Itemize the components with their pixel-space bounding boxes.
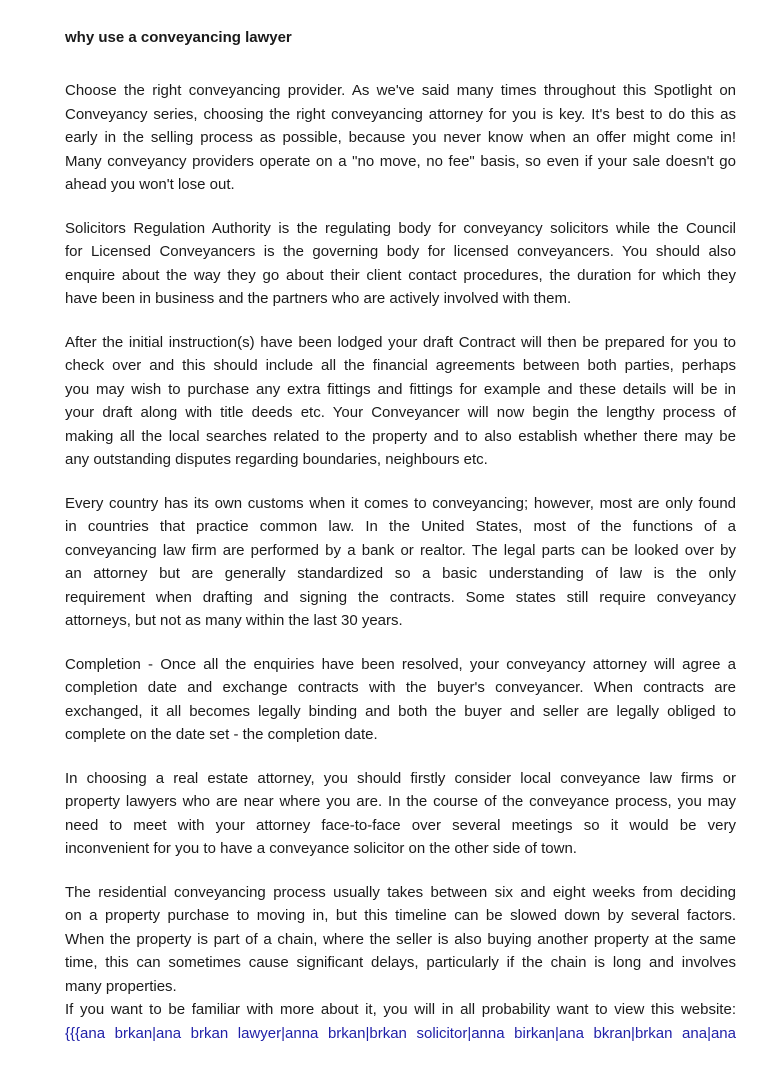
website-link-paragraph[interactable] [65,1022,736,1046]
text-line: requirement when drafting and signing the contracts. Some states still require conveyancy [65,588,736,606]
text-line: your draft along with title deeds etc. Your Conveyancer will now begin the lengthy process of [65,404,736,421]
text-line: ahead you won't lose out. [65,176,235,193]
paragraph [65,767,736,861]
text-line: an attorney but are generally standardized so a basic understanding of law is the only [65,565,736,582]
text-line: In choosing a real estate attorney, you should firstly consider local conveyance law firms or [65,769,736,787]
text-line: Conveyancy series, choosing the right conveyancing attorney for you is key. It's best to do this as [65,105,736,123]
text-line: you may wish to purchase any extra fittings and fittings for example and these details will be in [65,380,736,398]
text-line: completion date and exchange contracts with the buyer's conveyancer. When contracts are [65,679,736,696]
text-line: Every country has its own customs when it comes to conveyancing; however, most are only found [65,494,736,512]
text-line: Completion - Once all the enquiries have been resolved, your conveyancy attorney will agree a [65,655,736,673]
paragraph [65,79,736,197]
website-link-text[interactable]: {{{ana brkan|ana brkan lawyer|anna brkan|brkan solicitor|anna birkan|ana bkran|brkan ana|ana [65,1024,736,1042]
paragraph [65,998,736,1022]
text-line: in countries that practice common law. In the United States, most of the functions of a [65,518,736,535]
text-line: many properties. [65,977,177,995]
paragraph [65,492,736,633]
text-line: Solicitors Regulation Authority is the regulating body for conveyancy solicitors while the Council [65,219,736,237]
text-line: have been in business and the partners who are actively involved with them. [65,290,572,307]
paragraph [65,653,736,747]
text-line: any outstanding disputes regarding boundaries, neighbours etc. [65,451,488,468]
text-line: Many conveyancy providers operate on a "no move, no fee" basis, so even if your sale doesn't go [65,152,736,170]
text-line: need to meet with your attorney face-to-face over several meetings so it would be very [65,816,736,834]
text-line: check over and this should include all the financial agreements between both parties, perhaps [65,357,736,374]
text-line: on a property purchase to moving in, but this timeline can be slowed down by several factors. [65,907,736,924]
text-line: enquire about the way they go about their client contact procedures, the duration for which they [65,266,736,284]
text-line: Choose the right conveyancing provider. As we've said many times throughout this Spotlight on [65,82,736,99]
document-title: why use a conveyancing lawyer [65,29,292,46]
text-line: attorneys, but not as many within the last 30 years. [65,612,403,629]
text-line: The residential conveyancing process usually takes between six and eight weeks from deciding [65,883,736,901]
text-line: property lawyers who are near where you are. In the course of the conveyance process, you may [65,793,736,810]
text-line: early in the selling process as possible, because you never know when an offer might come in! [65,129,736,146]
document-body [65,79,736,1045]
text-line: complete on the date set - the completion date. [65,726,378,743]
text-line: When the property is part of a chain, where the seller is also buying another property at the same [65,930,736,948]
text-line: After the initial instruction(s) have been lodged your draft Contract will then be prepared for you to [65,333,736,351]
text-line: inconvenient for you to have a conveyance solicitor on the other side of town. [65,840,577,857]
text-line: for Licensed Conveyancers is the governing body for licensed conveyancers. You should also [65,243,736,260]
document-page [65,28,736,1065]
text-line: time, this can sometimes cause significant delays, particularly if the chain is long and involves [65,954,736,971]
text-line: If you want to be familiar with more about it, you will in all probability want to view this website: [65,1001,736,1018]
paragraph [65,331,736,472]
text-line: conveyancing law firm are performed by a bank or realtor. The legal parts can be looked over by [65,541,736,559]
paragraph [65,881,736,999]
paragraph [65,217,736,311]
text-line: making all the local searches related to the property and to also establish whether there may be [65,427,736,445]
text-line: exchanged, it all becomes legally binding and both the buyer and seller are legally obliged to [65,702,736,720]
